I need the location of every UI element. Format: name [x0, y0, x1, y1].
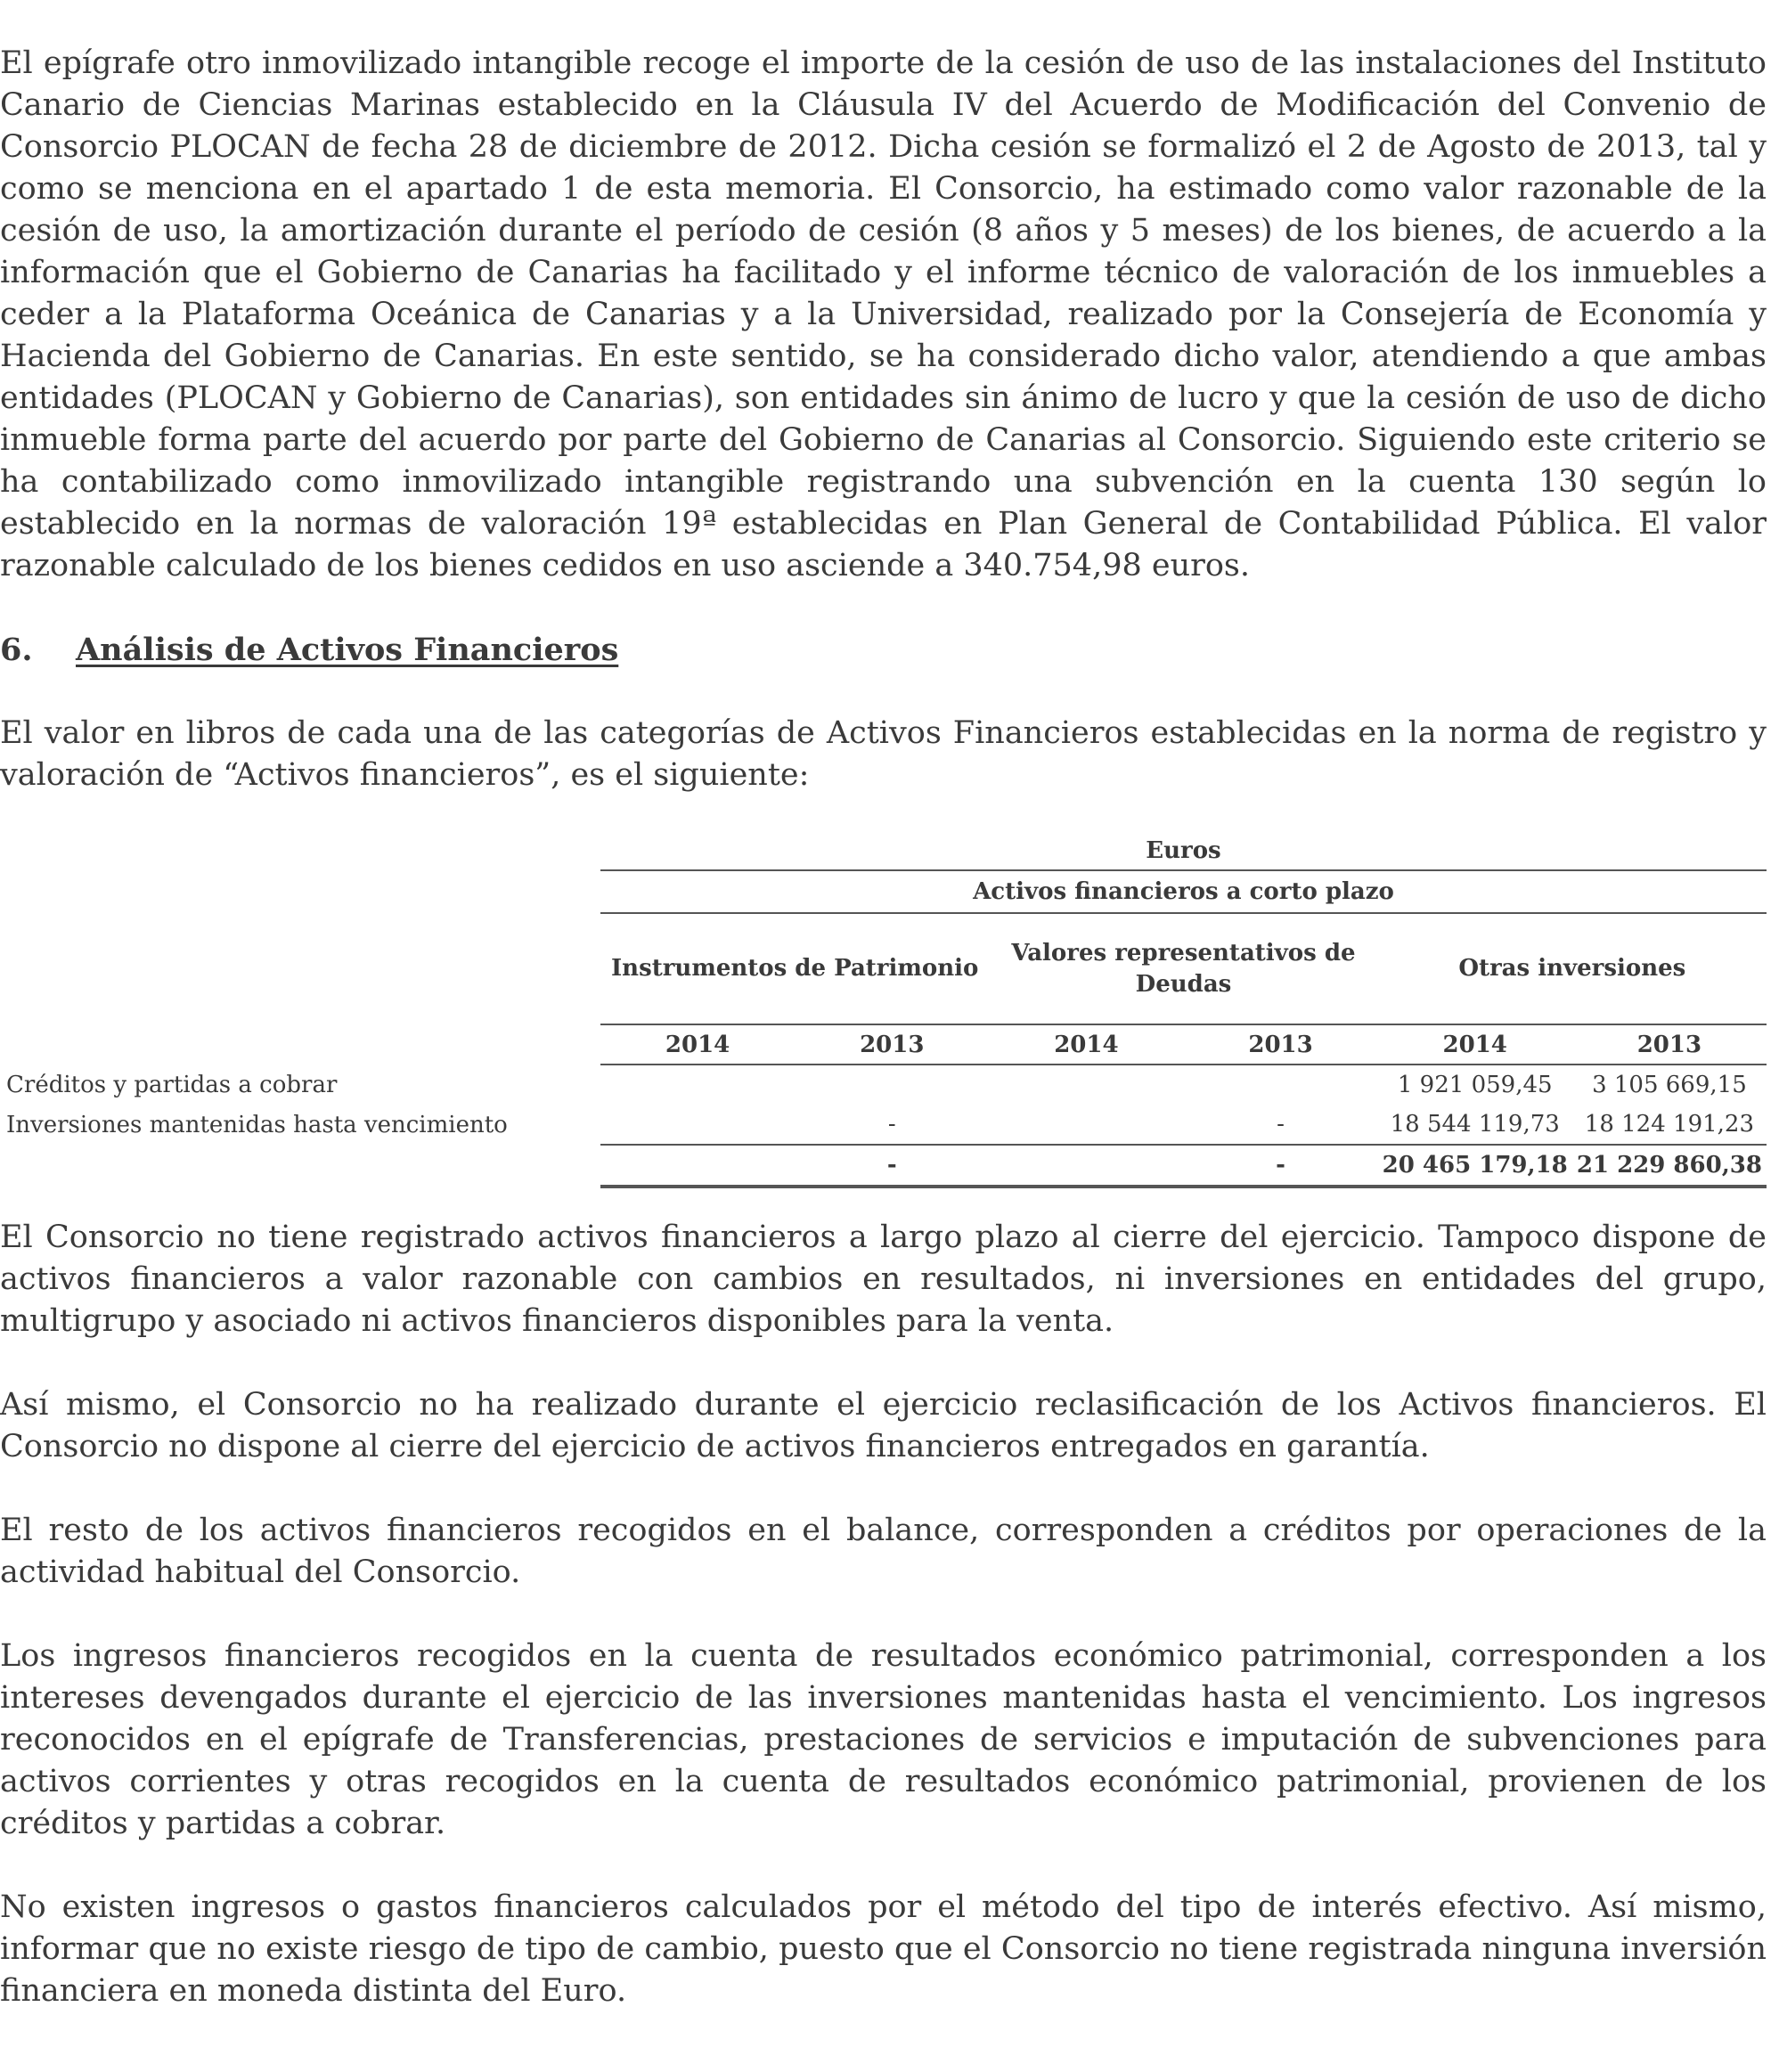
table-unit-header: Euros	[600, 832, 1767, 870]
row-label: Inversiones mantenidas hasta vencimiento	[6, 1111, 508, 1138]
section-intro: El valor en libros de cada una de las categorías de Activos Financieros establecidas en la norma de registro y valoración de “Activos financieros”, es el siguiente:	[0, 715, 1767, 793]
table-cell	[600, 1105, 795, 1145]
table-cell: 18 544 119,73	[1390, 1111, 1560, 1138]
total-cell	[989, 1145, 1183, 1187]
total-cell: 21 229 860,38	[1572, 1145, 1767, 1187]
paragraph-no-exchange-risk: No existen ingresos o gastos financieros calculados por el método del tipo de interés efectivo. Así mismo, informar que no existe riesgo de tipo de cambio, puesto que el Consorcio no tiene registrada ninguna inversión financiera en moneda distinta del Euro.	[0, 1889, 1767, 2009]
section-number: 6.	[0, 632, 33, 668]
table-cell	[989, 1065, 1183, 1105]
paragraph-financial-income: Los ingresos financieros recogidos en la cuenta de resultados económico patrimonial, corresponden a los intereses devengados durante el ejercicio de las inversiones mantenidas hasta el vencimiento. Los ingresos reconocidos en el epígrafe de Transferencias, prestaciones de servicios e imputación de subvenciones para activos corrientes y otras recogidos en la cuenta de resultados económico patrimonial, provienen de los créditos y partidas a cobrar.	[0, 1638, 1767, 1841]
total-cell	[600, 1145, 795, 1187]
table-cell	[1183, 1065, 1377, 1105]
group-header-debt-securities: Valores representativos de Deudas	[989, 913, 1377, 1024]
financial-assets-table-container	[0, 832, 1767, 1217]
table-cell	[600, 1065, 795, 1105]
table-cell: 3 105 669,15	[1592, 1072, 1747, 1098]
table-row	[0, 1105, 1767, 1145]
table-cell: 18 124 191,23	[1584, 1111, 1754, 1138]
total-cell: 20 465 179,18	[1378, 1145, 1572, 1187]
financial-assets-table	[0, 832, 1767, 1188]
group-header-other-investments: Otras inversiones	[1378, 913, 1767, 1024]
paragraph-intangible-assets: El epígrafe otro inmovilizado intangible recoge el importe de la cesión de uso de las instalaciones del Instituto Canario de Ciencias Marinas establecido en la Cláusula IV del Acuerdo de Modificación del Convenio de Consorcio PLOCAN de fecha 28 de diciembre de 2012. Dicha cesión se formalizó el 2 de Agosto de 2013, tal y como se menciona en el apartado 1 de esta memoria. El Consorcio, ha estimado como valor razonable de la cesión de uso, la amortización durante el período de cesión (8 años y 5 meses) de los bienes, de acuerdo a la información que el Gobierno de Canarias ha facilitado y el informe técnico de valoración de los inmuebles a ceder a la Plataforma Oceánica de Canarias y a la Universidad, realizado por la Consejería de Economía y Hacienda del Gobierno de Canarias. En este sentido, se ha considerado dicho valor, atendiendo a que ambas entidades (PLOCAN y Gobierno de Canarias), son entidades sin ánimo de lucro y que la cesión de uso de dicho inmueble forma parte del acuerdo por parte del Gobierno de Canarias al Consorcio. Siguiendo este criterio se ha contabilizado como inmovilizado intangible registrando una subvención en la cuenta 130 según lo establecido en la normas de valoración 19ª establecidas en Plan General de Contabilidad Pública. El valor razonable calculado de los bienes cedidos en uso asciende a 340.754,98 euros.	[0, 45, 1767, 583]
year-header: 2014	[1378, 1024, 1572, 1065]
table-group-title: Activos financieros a corto plazo	[600, 870, 1767, 913]
table-cell: -	[887, 1111, 896, 1138]
total-cell: -	[1183, 1145, 1377, 1187]
year-header: 2013	[1183, 1024, 1377, 1065]
table-cell: -	[1277, 1111, 1285, 1138]
total-cell: -	[795, 1145, 989, 1187]
paragraph-no-reclassification: Así mismo, el Consorcio no ha realizado durante el ejercicio reclasificación de los Activos financieros. El Consorcio no dispone al cierre del ejercicio de activos financieros entregados en garantía.	[0, 1387, 1767, 1464]
group-header-equity: Instrumentos de Patrimonio	[600, 913, 989, 1024]
year-header: 2013	[795, 1024, 989, 1065]
row-label: Créditos y partidas a cobrar	[6, 1071, 338, 1098]
table-row	[0, 1065, 1767, 1105]
year-header: 2014	[600, 1024, 795, 1065]
table-cell: 1 921 059,45	[1397, 1072, 1553, 1098]
year-header: 2014	[989, 1024, 1183, 1065]
table-cell	[795, 1065, 989, 1105]
year-header: 2013	[1572, 1024, 1767, 1065]
paragraph-no-long-term-assets: El Consorcio no tiene registrado activos financieros a largo plazo al cierre del ejercicio. Tampoco dispone de activos financieros a valor razonable con cambios en resultados, ni inversiones en entidades del grupo, multigrupo y asociado ni activos financieros disponibles para la venta.	[0, 1220, 1767, 1339]
document-page	[0, 43, 1767, 2012]
table-total-row	[0, 1145, 1767, 1187]
section-heading	[0, 629, 1767, 671]
section-title: Análisis de Activos Financieros	[76, 632, 619, 668]
table-cell	[989, 1105, 1183, 1145]
paragraph-other-assets: El resto de los activos financieros recogidos en el balance, corresponden a créditos por operaciones de la actividad habitual del Consorcio.	[0, 1513, 1767, 1590]
